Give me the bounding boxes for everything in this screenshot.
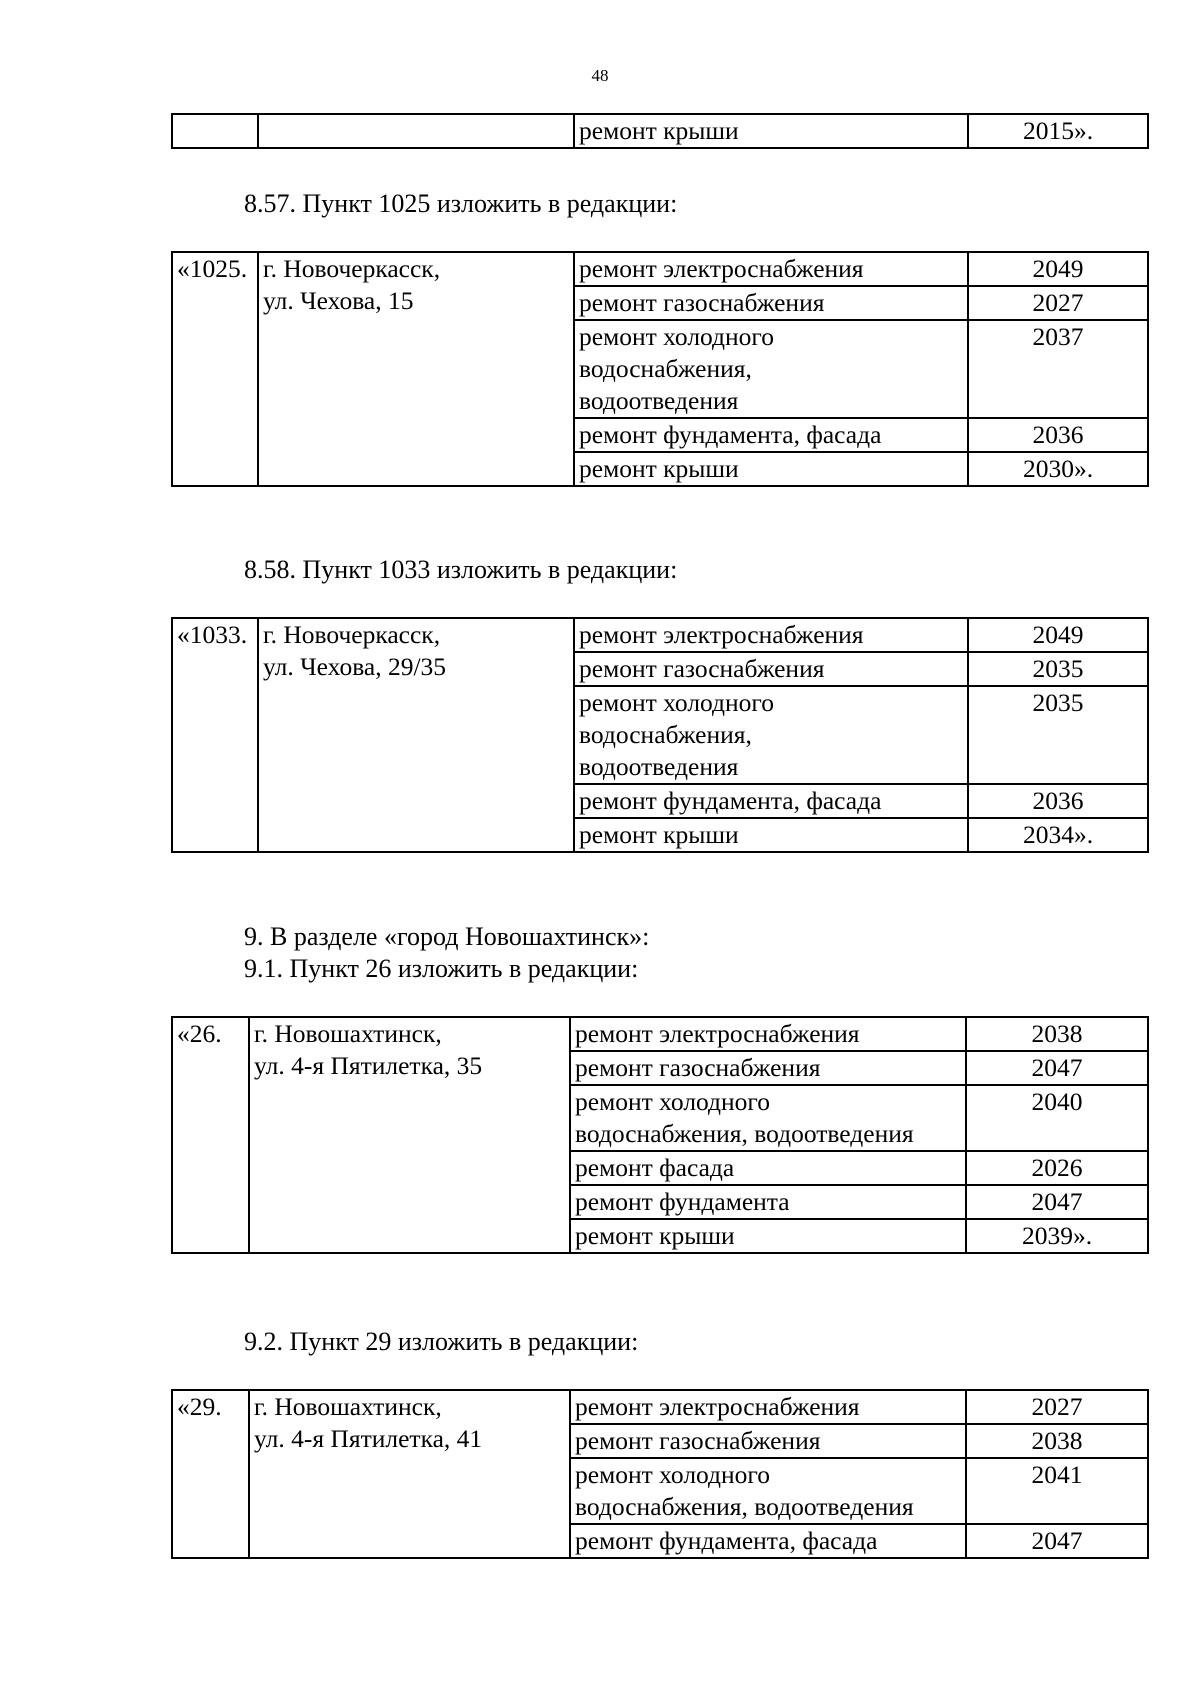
work-type-cell: ремонт газоснабжения (574, 286, 968, 320)
section-9-heading: 9. В разделе «город Новошахтинск»: (244, 922, 650, 951)
year-cell: 2027 (966, 1390, 1148, 1424)
work-type-cell: ремонт крыши (574, 452, 968, 486)
page-number: 48 (591, 66, 609, 85)
work-type-cell: ремонт холодного водоснабжения, водоотведения (574, 686, 968, 784)
address-line: ул. 4-я Пятилетка, 41 (254, 1424, 483, 1453)
address-cell (258, 252, 574, 486)
work-type-cell: ремонт электроснабжения (570, 1390, 966, 1424)
work-type-cell: ремонт газоснабжения (574, 652, 968, 686)
item-number: «29. (172, 1390, 249, 1558)
repair-table-26 (171, 1016, 1149, 1254)
repair-table-continuation (171, 113, 1149, 149)
work-type-cell: ремонт крыши (574, 818, 968, 852)
item-number: «1025. (172, 252, 258, 486)
address-cell (249, 1390, 570, 1558)
work-type-cell: ремонт электроснабжения (570, 1017, 966, 1051)
work-type-cell: ремонт холодного водоснабжения, водоотведения (574, 320, 968, 418)
table-row (172, 252, 1148, 286)
work-type-cell: ремонт фундамента (570, 1185, 966, 1219)
year-cell: 2034». (968, 818, 1148, 852)
address-line: г. Новочеркасск, (263, 254, 441, 283)
work-type-cell: ремонт электроснабжения (574, 618, 968, 652)
year-cell: 2038 (966, 1017, 1148, 1051)
address-cell (249, 1017, 570, 1253)
clause-8-57-heading: 8.57. Пункт 1025 изложить в редакции: (244, 189, 678, 218)
address-line: г. Новочеркасск, (263, 620, 441, 649)
year-cell: 2049 (968, 618, 1148, 652)
work-type-cell: ремонт крыши (570, 1219, 966, 1253)
work-type-cell: ремонт холодного водоснабжения, водоотведения (570, 1085, 966, 1151)
work-type-cell: ремонт газоснабжения (570, 1051, 966, 1085)
work-type-cell: ремонт крыши (574, 114, 968, 148)
clause-8-58-heading: 8.58. Пункт 1033 изложить в редакции: (244, 555, 678, 584)
year-cell: 2035 (968, 686, 1148, 784)
table-row (172, 1017, 1148, 1051)
year-cell: 2040 (966, 1085, 1148, 1151)
repair-table-1025 (171, 251, 1149, 487)
address-cell (258, 618, 574, 852)
year-cell: 2047 (966, 1051, 1148, 1085)
year-cell: 2049 (968, 252, 1148, 286)
year-cell: 2027 (968, 286, 1148, 320)
clause-9-2-heading: 9.2. Пункт 29 изложить в редакции: (244, 1327, 639, 1356)
address-line: г. Новошахтинск, (254, 1392, 442, 1421)
work-type-cell: ремонт фундамента, фасада (574, 418, 968, 452)
work-type-cell: ремонт фундамента, фасада (574, 784, 968, 818)
year-cell: 2047 (966, 1524, 1148, 1558)
address-line: ул. Чехова, 29/35 (263, 652, 447, 681)
year-cell: 2036 (968, 784, 1148, 818)
work-type-cell: ремонт холодного водоснабжения, водоотведения (570, 1458, 966, 1524)
table-row (172, 618, 1148, 652)
year-cell: 2037 (968, 320, 1148, 418)
year-cell: 2036 (968, 418, 1148, 452)
address-line: ул. 4-я Пятилетка, 35 (254, 1051, 483, 1080)
year-cell: 2038 (966, 1424, 1148, 1458)
repair-table-29 (171, 1389, 1149, 1559)
year-cell: 2015». (968, 114, 1148, 148)
year-cell: 2039». (966, 1219, 1148, 1253)
year-cell: 2041 (966, 1458, 1148, 1524)
item-number (172, 114, 258, 148)
year-cell: 2030». (968, 452, 1148, 486)
table-row (172, 114, 1148, 148)
clause-9-1-heading: 9.1. Пункт 26 изложить в редакции: (244, 954, 639, 983)
work-type-cell: ремонт фасада (570, 1151, 966, 1185)
item-number: «1033. (172, 618, 258, 852)
work-type-cell: ремонт электроснабжения (574, 252, 968, 286)
work-type-cell: ремонт газоснабжения (570, 1424, 966, 1458)
repair-table-1033 (171, 617, 1149, 853)
year-cell: 2026 (966, 1151, 1148, 1185)
address-line: ул. Чехова, 15 (263, 286, 414, 315)
work-type-cell: ремонт фундамента, фасада (570, 1524, 966, 1558)
address-line: г. Новошахтинск, (254, 1019, 442, 1048)
item-number: «26. (172, 1017, 249, 1253)
table-row (172, 1390, 1148, 1424)
year-cell: 2035 (968, 652, 1148, 686)
address-cell (258, 114, 574, 148)
year-cell: 2047 (966, 1185, 1148, 1219)
